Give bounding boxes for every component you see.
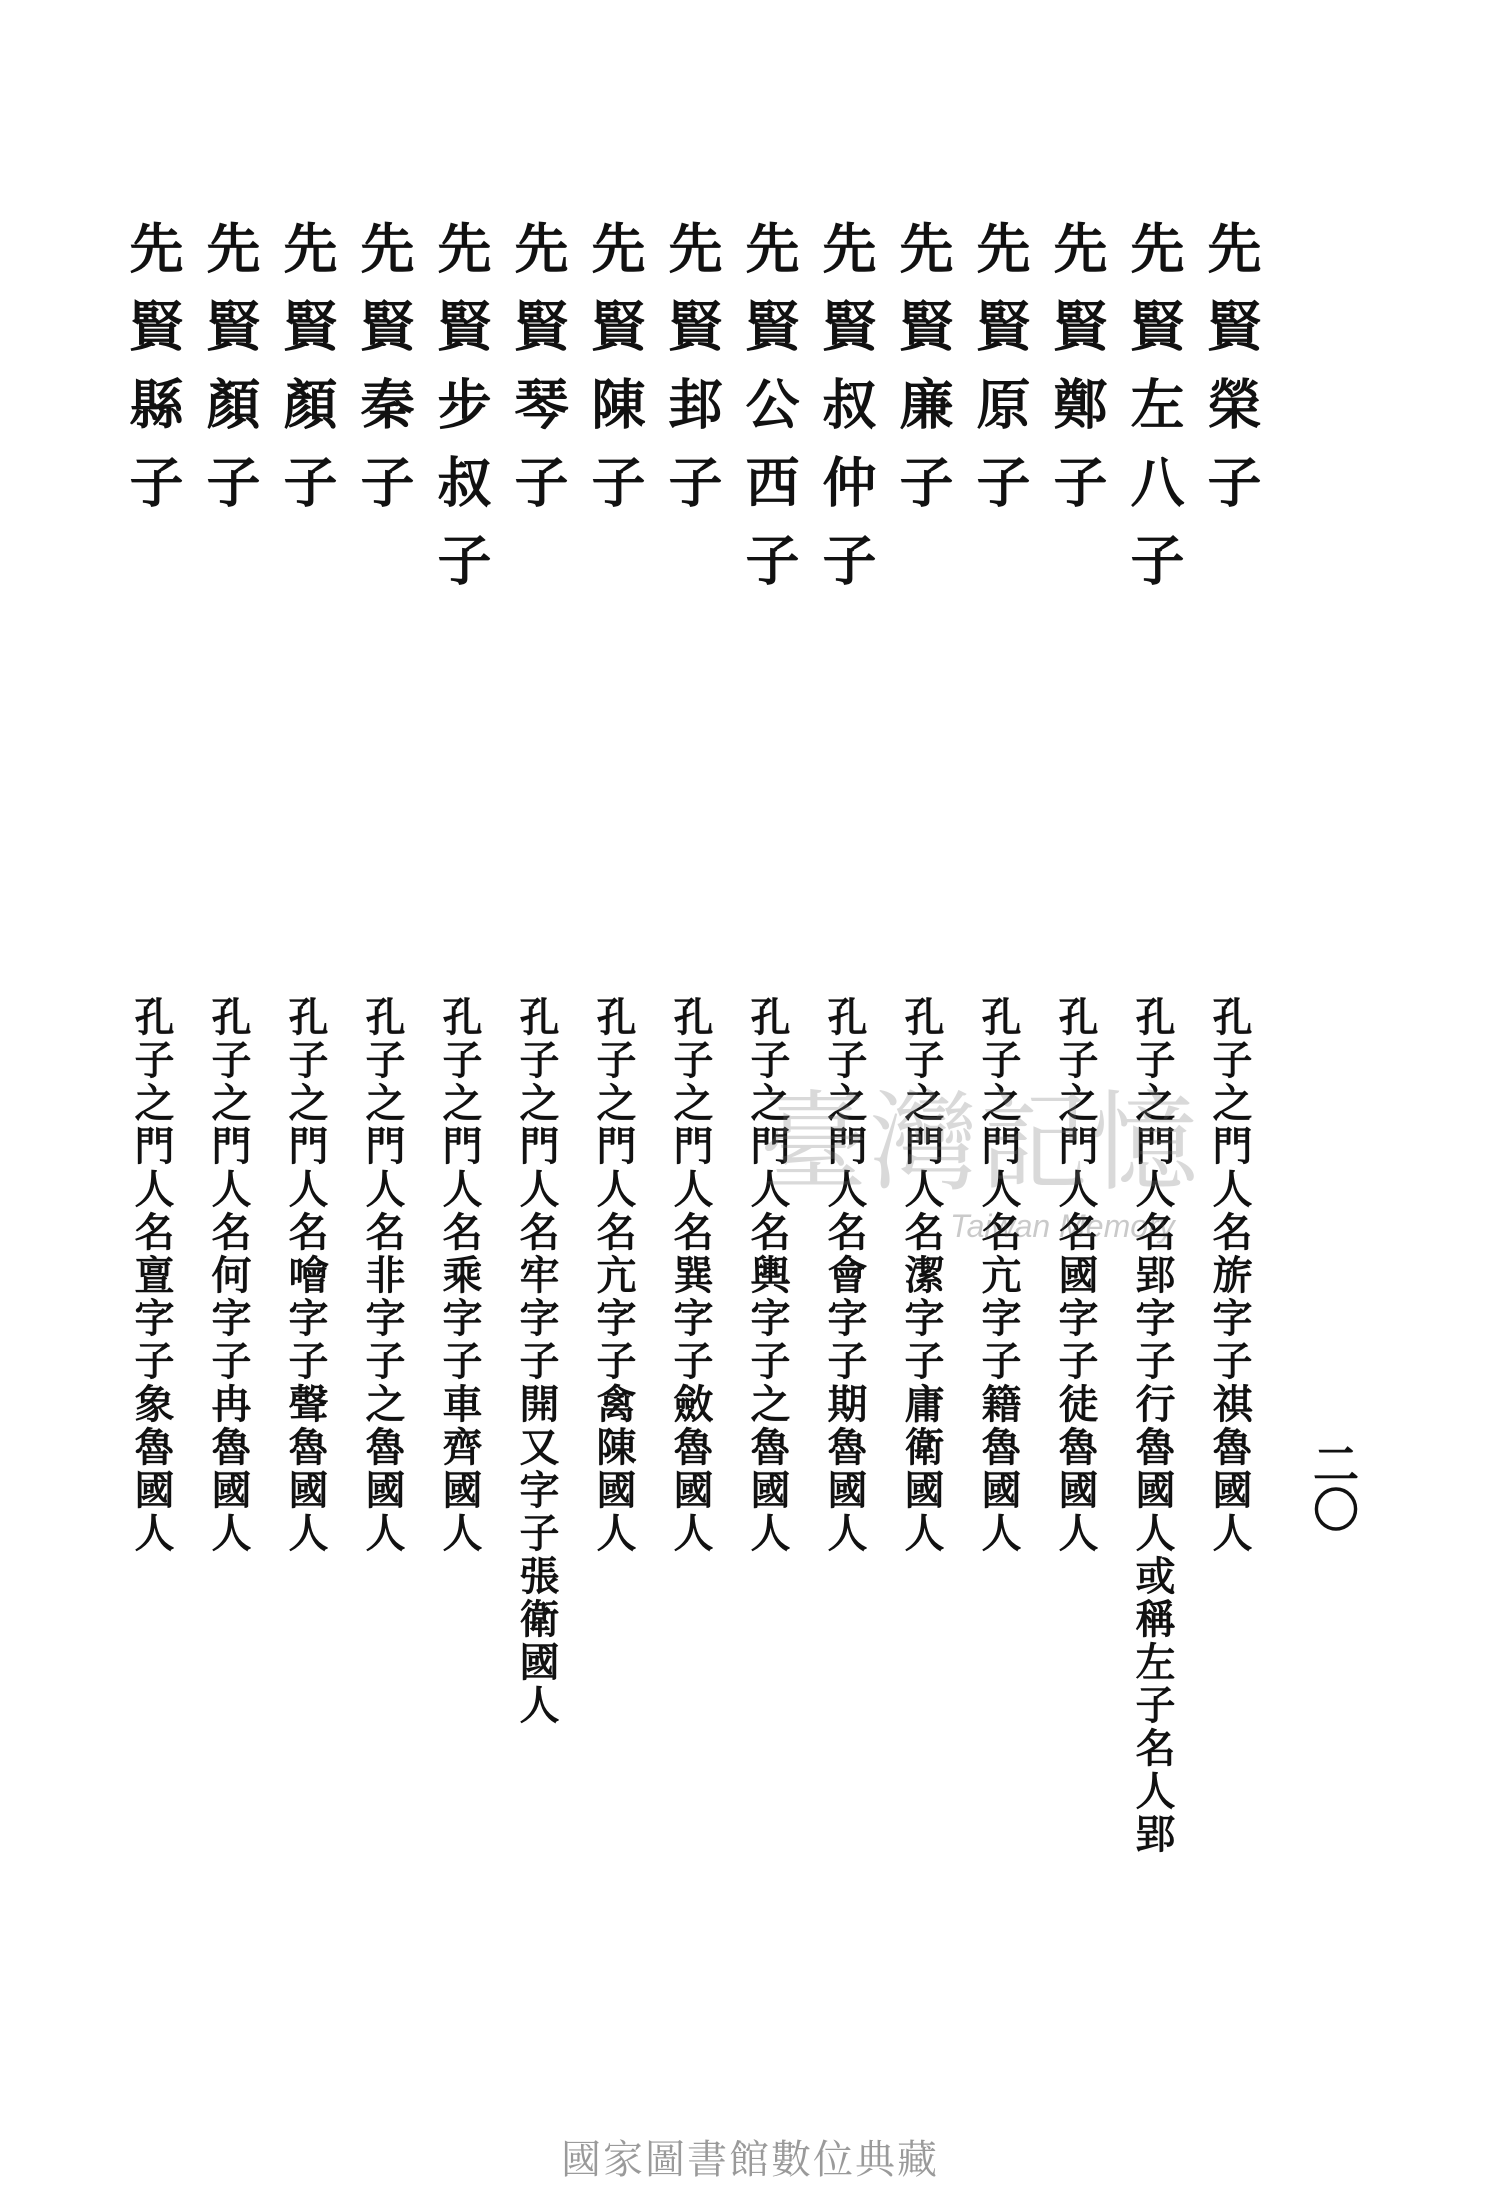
sage-title: 先賢顏子 xyxy=(198,220,262,532)
sage-title: 先賢公西子 xyxy=(737,220,801,610)
sage-description: 孔子之門人名輿字子之魯國人 xyxy=(744,996,791,1555)
watermark-text: 臺灣記憶 xyxy=(760,1081,1201,1206)
sage-title: 先賢左八子 xyxy=(1122,220,1186,610)
sage-description: 孔子之門人名亢字子籍魯國人 xyxy=(975,996,1022,1555)
sage-title: 先賢叔仲子 xyxy=(814,220,878,610)
sage-title: 先賢縣子 xyxy=(121,220,185,532)
sage-description: 孔子之門人名乘字子車齊國人 xyxy=(436,996,483,1555)
sage-title: 先賢廉子 xyxy=(891,220,955,532)
sage-title: 先賢顏子 xyxy=(275,220,339,532)
footer-credit: 國家圖書館數位典藏 xyxy=(561,2137,939,2183)
sage-title: 先賢步叔子 xyxy=(429,220,493,610)
sage-title: 先賢秦子 xyxy=(352,220,416,532)
sage-description: 孔子之門人名會字子期魯國人 xyxy=(821,996,868,1555)
sage-title: 先賢鄭子 xyxy=(1045,220,1109,532)
sage-description: 孔子之門人名何字子冉魯國人 xyxy=(205,996,252,1555)
sage-description: 孔子之門人名潔字子庸衛國人 xyxy=(898,996,945,1555)
sage-title: 先賢榮子 xyxy=(1199,220,1263,532)
watermark-subtext: Taiwan Memory xyxy=(950,1208,1175,1244)
sage-description: 孔子之門人名亶字子象魯國人 xyxy=(128,996,175,1555)
sage-description: 孔子之門人名巽字子斂魯國人 xyxy=(667,996,714,1555)
sage-title: 先賢陳子 xyxy=(583,220,647,532)
sage-description: 孔子之門人名旂字子祺魯國人 xyxy=(1206,996,1253,1555)
sage-title: 先賢邽子 xyxy=(660,220,724,532)
sage-description: 孔子之門人名國字子徒魯國人 xyxy=(1052,996,1099,1555)
sage-description: 孔子之門人名郢字子行魯國人或稱左子名人郢 xyxy=(1129,996,1176,1856)
sage-title: 先賢原子 xyxy=(968,220,1032,532)
sage-title: 先賢琴子 xyxy=(506,220,570,532)
sage-description: 孔子之門人名非字子之魯國人 xyxy=(359,996,406,1555)
sage-description: 孔子之門人名牢字子開又字子張衛國人 xyxy=(513,996,560,1727)
page-number: 二〇 xyxy=(1306,1440,1360,1532)
sage-description: 孔子之門人名亢字子禽陳國人 xyxy=(590,996,637,1555)
sage-description: 孔子之門人名噲字子聲魯國人 xyxy=(282,996,329,1555)
